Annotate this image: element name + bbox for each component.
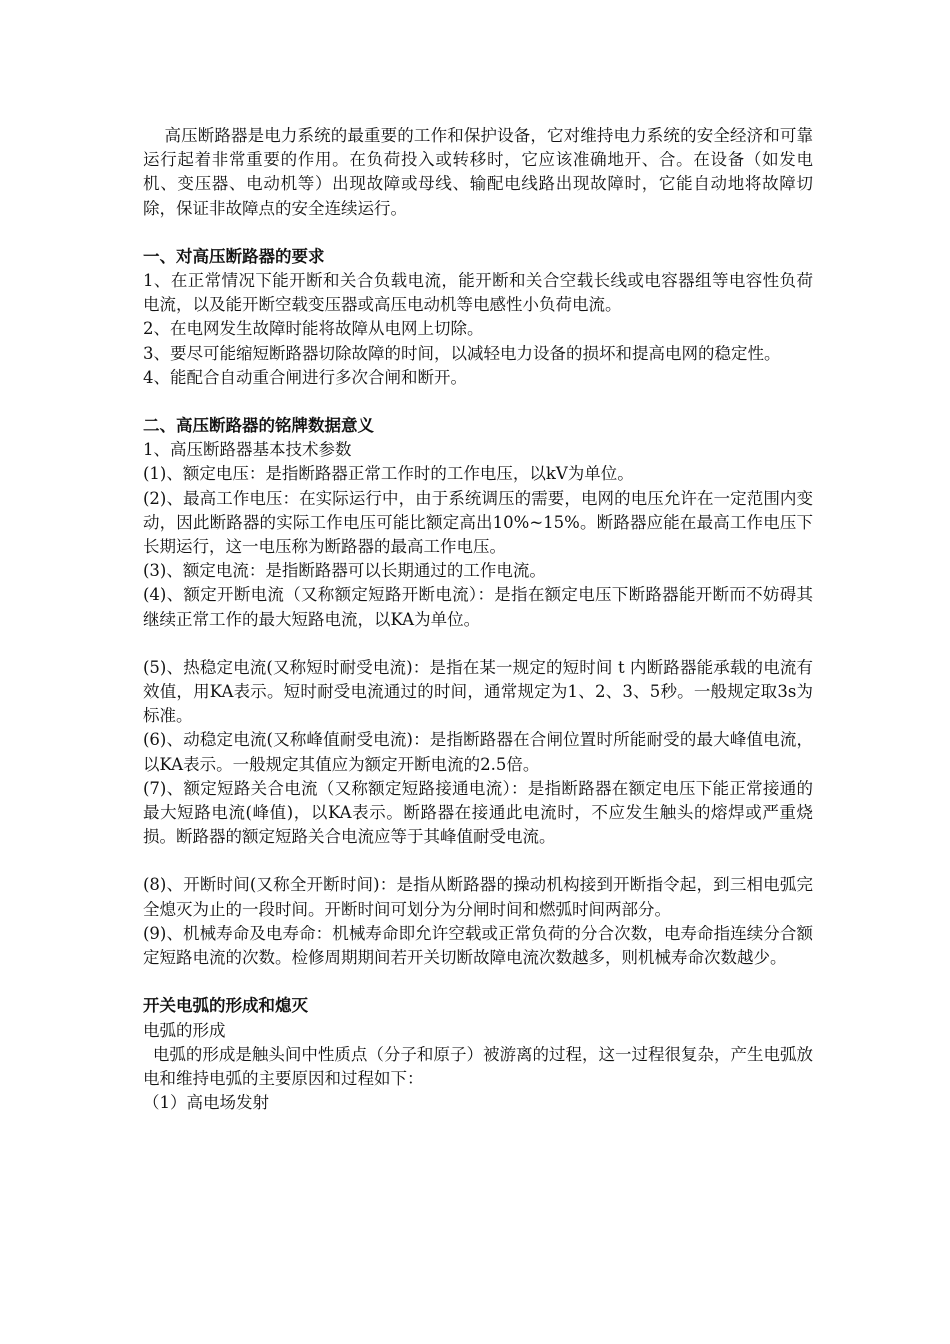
requirement-item-2: 2、在电网发生故障时能将故障从电网上切除。 — [143, 319, 484, 339]
section-3-heading: 开关电弧的形成和熄灭 — [143, 996, 308, 1016]
parameter-item-6: (6)、动稳定电流(又称峰值耐受电流)：是指断路器在合闸位置时所能耐受的最大峰值电流，以KA表示。一般规定其值应为额定开断电流的2.5倍。 — [143, 730, 813, 774]
spacer — [143, 970, 813, 994]
parameter-item-7: (7)、额定短路关合电流（又称额定短路接通电流）：是指断路器在额定电压下能正常接通的最大短路电流(峰值)，以KA表示。断路器在接通此电流时，不应发生触头的熔焊或严重烧损。断路器的额定短路关合电流应等于其峰值耐受电流。 — [143, 778, 813, 847]
parameter-item-9: (9)、机械寿命及电寿命：机械寿命即允许空载或正常负荷的分合次数，电寿命指连续分合额定短路电流的次数。检修周期期间若开关切断故障电流次数越多，则机械寿命次数越少。 — [143, 923, 813, 968]
requirement-item-3: 3、要尽可能缩短断路器切除故障的时间，以减轻电力设备的损坏和提高电网的稳定性。 — [143, 343, 781, 363]
document-body — [143, 124, 813, 1115]
requirement-item-1: 1、在正常情况下能开断和关合负载电流，能开断和关合空载长线或电容器组等电容性负荷电流，以及能开断空载变压器或高压电动机等电感性小负荷电流。 — [143, 271, 813, 315]
parameter-item-4: (4)、额定开断电流（又称额定短路开断电流）：是指在额定电压下断路器能开断而不妨碍其继续正常工作的最大短路电流，以KA为单位。 — [143, 585, 813, 629]
parameter-item-2: (2)、最高工作电压：在实际运行中，由于系统调压的需要，电网的电压允许在一定范围内变动，因此断路器的实际工作电压可能比额定高出10%~15%。断路器应能在最高工作电压下长期运行，这一电压称为断路器的最高工作电压。 — [143, 488, 813, 557]
arc-formation-paragraph: 电弧的形成是触头间中性质点（分子和原子）被游离的过程，这一过程很复杂，产生电弧放电和维持电弧的主要原因和过程如下： — [143, 1044, 813, 1088]
section-2-heading: 二、高压断路器的铭牌数据意义 — [143, 416, 374, 436]
spacer — [143, 632, 813, 656]
section-1-heading: 一、对高压断路器的要求 — [143, 246, 325, 266]
spacer — [143, 849, 813, 873]
parameter-item-5: (5)、热稳定电流(又称短时耐受电流)：是指在某一规定的短时间 t 内断路器能承载的电流有效值，用KA表示。短时耐受电流通过的时间，通常规定为1、2、3、5秒。一般规定取3s为标准。 — [143, 657, 813, 726]
arc-formation-item-1: （1）高电场发射 — [143, 1093, 269, 1113]
parameter-item-3: (3)、额定电流：是指断路器可以长期通过的工作电流。 — [143, 561, 546, 581]
requirement-item-4: 4、能配合自动重合闸进行多次合闸和断开。 — [143, 367, 467, 387]
intro-paragraph: 高压断路器是电力系统的最重要的工作和保护设备，它对维持电力系统的安全经济和可靠运行起着非常重要的作用。在负荷投入或转移时，它应该准确地开、合。在设备（如发电机、变压器、电动机等）出现故障或母线、输配电线路出现故障时，它能自动地将故障切除，保证非故障点的安全连续运行。 — [143, 126, 813, 218]
parameter-item-1: (1)、额定电压：是指断路器正常工作时的工作电压，以kV为单位。 — [143, 464, 634, 484]
section-2-subheading: 1、高压断路器基本技术参数 — [143, 440, 352, 460]
section-3-subheading: 电弧的形成 — [143, 1020, 226, 1040]
parameter-item-8: (8)、开断时间(又称全开断时间)：是指从断路器的操动机构接到开断指令起，到三相电弧完全熄灭为止的一段时间。开断时间可划分为分闸时间和燃弧时间两部分。 — [143, 875, 813, 919]
spacer — [143, 390, 813, 414]
spacer — [143, 221, 813, 245]
